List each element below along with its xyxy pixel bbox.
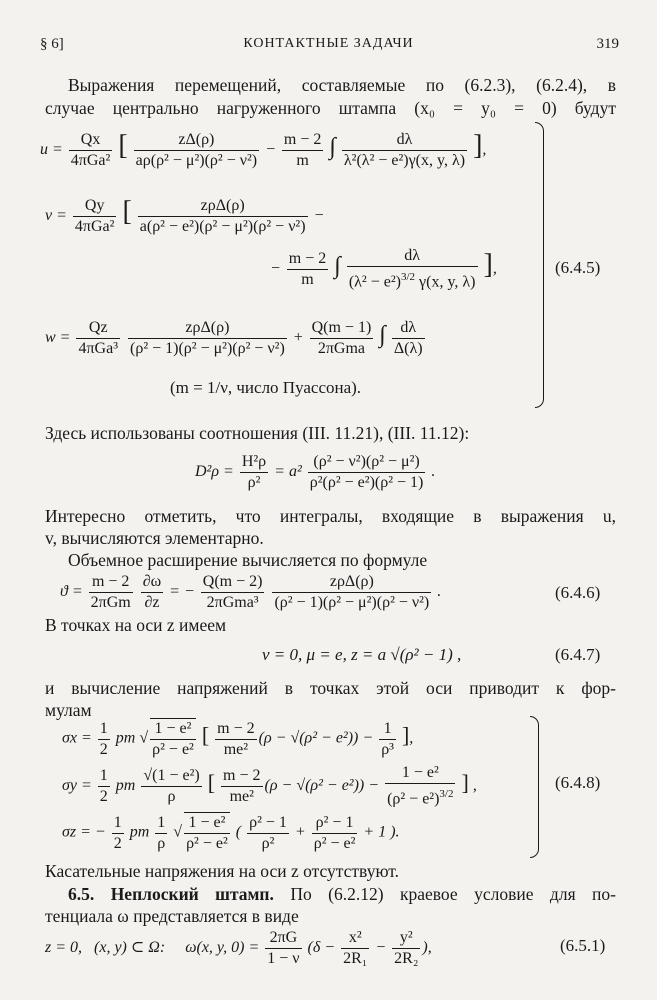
paragraph-stress-line1: и вычисление напряжений в точках этой оси приводит к фор- (45, 678, 616, 698)
section-text-line1: По (6.2.12) краевое условие для по- (290, 884, 616, 904)
equation-number-646: (6.4.6) (555, 583, 601, 602)
equation-theta: ϑ = $\frac{m - 2}{\text{2πGm}}$ $\frac{\partial\omega}{\partial z}$ = − $\frac{Q(m - 2)}{\text{2πGma³}}$ $\frac{\text{zρΔ(ρ)}}{\text{(ρ² − 1)(ρ² − μ²)(ρ² − ν²)}}$ . (60, 573, 442, 611)
section-heading: 6.5. Неплоский штамп. (68, 884, 274, 904)
equation-u: u = $\frac{Qx}{\text{4πGa²}}$ [ $\frac{z\Delta(\rho)}{\text{aρ(ρ² − μ²)(ρ² − ν²)}}$ − $\frac{m - 2}{m}$ ∫ $\frac{d\lambda}{\text{λ²(λ² − e²)γ(x, y, λ)}}$ ], (40, 130, 487, 169)
paragraph-intro-line2: случае центрально нагруженного штампа (x₀ = y₀ = 0) будут (45, 98, 616, 118)
equation-D: D²ρ = $\frac{\text{H²ρ}}{\text{ρ²}}$ = a² $\frac{\text{(ρ² − ν²)(ρ² − μ²)}}{\text{ρ²(ρ² − e²)(ρ² − 1)}}$ . (195, 453, 436, 491)
brace-648 (530, 716, 539, 858)
paragraph-stress-line2: мулам (45, 700, 92, 720)
poisson-definition: (m = 1/ν, число Пуассона). (170, 378, 362, 397)
equation-axis: ν = 0, μ = e, z = a √(ρ² − 1) , (262, 645, 462, 664)
equation-sigma-x: σx = $\frac{1}{2}$ pm √ $\frac{\text{1 − e²}}{\text{ρ² − e²}}$ [ $\frac{m - 2}{\text{me²}}$ (ρ − √(ρ² − e²)) − $\frac{1}{\text{ρ³}}$ ], (62, 719, 414, 758)
running-title: КОНТАКТНЫЕ ЗАДАЧИ (243, 36, 414, 51)
paragraph-interesting-line2: v, вычисляются элементарно. (45, 528, 264, 548)
paragraph-interesting-line1: Интересно отметить, что интегралы, входящие в выражения u, (45, 506, 616, 526)
paragraph-intro-line1: Выражения перемещений, составляемые по (6.2.3), (6.2.4), в (68, 75, 616, 95)
equation-number-647: (6.4.7) (555, 645, 601, 664)
equation-number-648: (6.4.8) (555, 773, 601, 792)
section-6-5-line1 (68, 883, 616, 905)
paragraph-here-used: Здесь использованы соотношения (III. 11.21), (III. 11.12): (45, 423, 470, 443)
equation-sigma-z: σz = − $\frac{1}{2}$ pm $\frac{1}{\rho}$ √ $\frac{\text{1 − e²}}{\text{ρ² − e²}}$ ( $\frac{\text{ρ² − 1}}{\text{ρ²}}$ + $\frac{\text{ρ² − 1}}{\text{ρ² − e²}}$ + 1 ). (62, 813, 400, 852)
equation-number-651: (6.5.1) (560, 936, 606, 955)
brace-645 (535, 122, 544, 408)
page-number: 319 (596, 36, 619, 52)
section-marker: § 6] (40, 36, 64, 52)
equation-w: w = $\frac{Qz}{\text{4πGa³}}$ $\frac{\text{zρΔ(ρ)}}{\text{(ρ² − 1)(ρ² − μ²)(ρ² − ν²)}}$ + $\frac{Q(m - 1)}{\text{2πGma}}$ ∫ $\frac{d\lambda}{\Delta(\lambda)}$ (45, 319, 423, 357)
equation-number-645: (6.4.5) (555, 258, 601, 277)
paragraph-tangential: Касательные напряжения на оси z отсутствуют. (45, 861, 399, 881)
paragraph-axis-points: В точках на оси z имеем (45, 615, 227, 635)
equation-boundary: z = 0, (x, y) ⊂ Ω: ω(x, y, 0) = $\frac{2\pi G}{1 - \nu}$ (δ − $\frac{\text{x²}}{\text{2R₁}}$ − $\frac{\text{y²}}{\text{2R₂}}$ ), (45, 929, 432, 967)
paragraph-volume: Объемное расширение вычисляется по формуле (68, 550, 428, 570)
equation-sigma-y: σy = $\frac{1}{2}$ pm $\frac{\text{√(1 − e²)}}{\rho}$ [ $\frac{m - 2}{\text{me²}}$ (ρ − √(ρ² − e²)) − $\frac{\text{1 − e²}}{(\rho^2 - e^2)^{3/2}}$ ] , (62, 764, 477, 808)
section-text-line2: тенциала ω представляется в виде (45, 906, 299, 926)
equation-v-line2: − $\frac{m - 2}{m}$ ∫ $\frac{d\lambda}{(\lambda^2 - e^2)^{3/2} \gamma(x, y, \lambda)}$ ], (270, 247, 497, 291)
equation-v-line1: v = $\frac{Qy}{\text{4πGa²}}$ [ $\frac{\text{zρΔ(ρ)}}{\text{a(ρ² − e²)(ρ² − μ²)(ρ² − ν²)}}$ − (45, 196, 325, 235)
